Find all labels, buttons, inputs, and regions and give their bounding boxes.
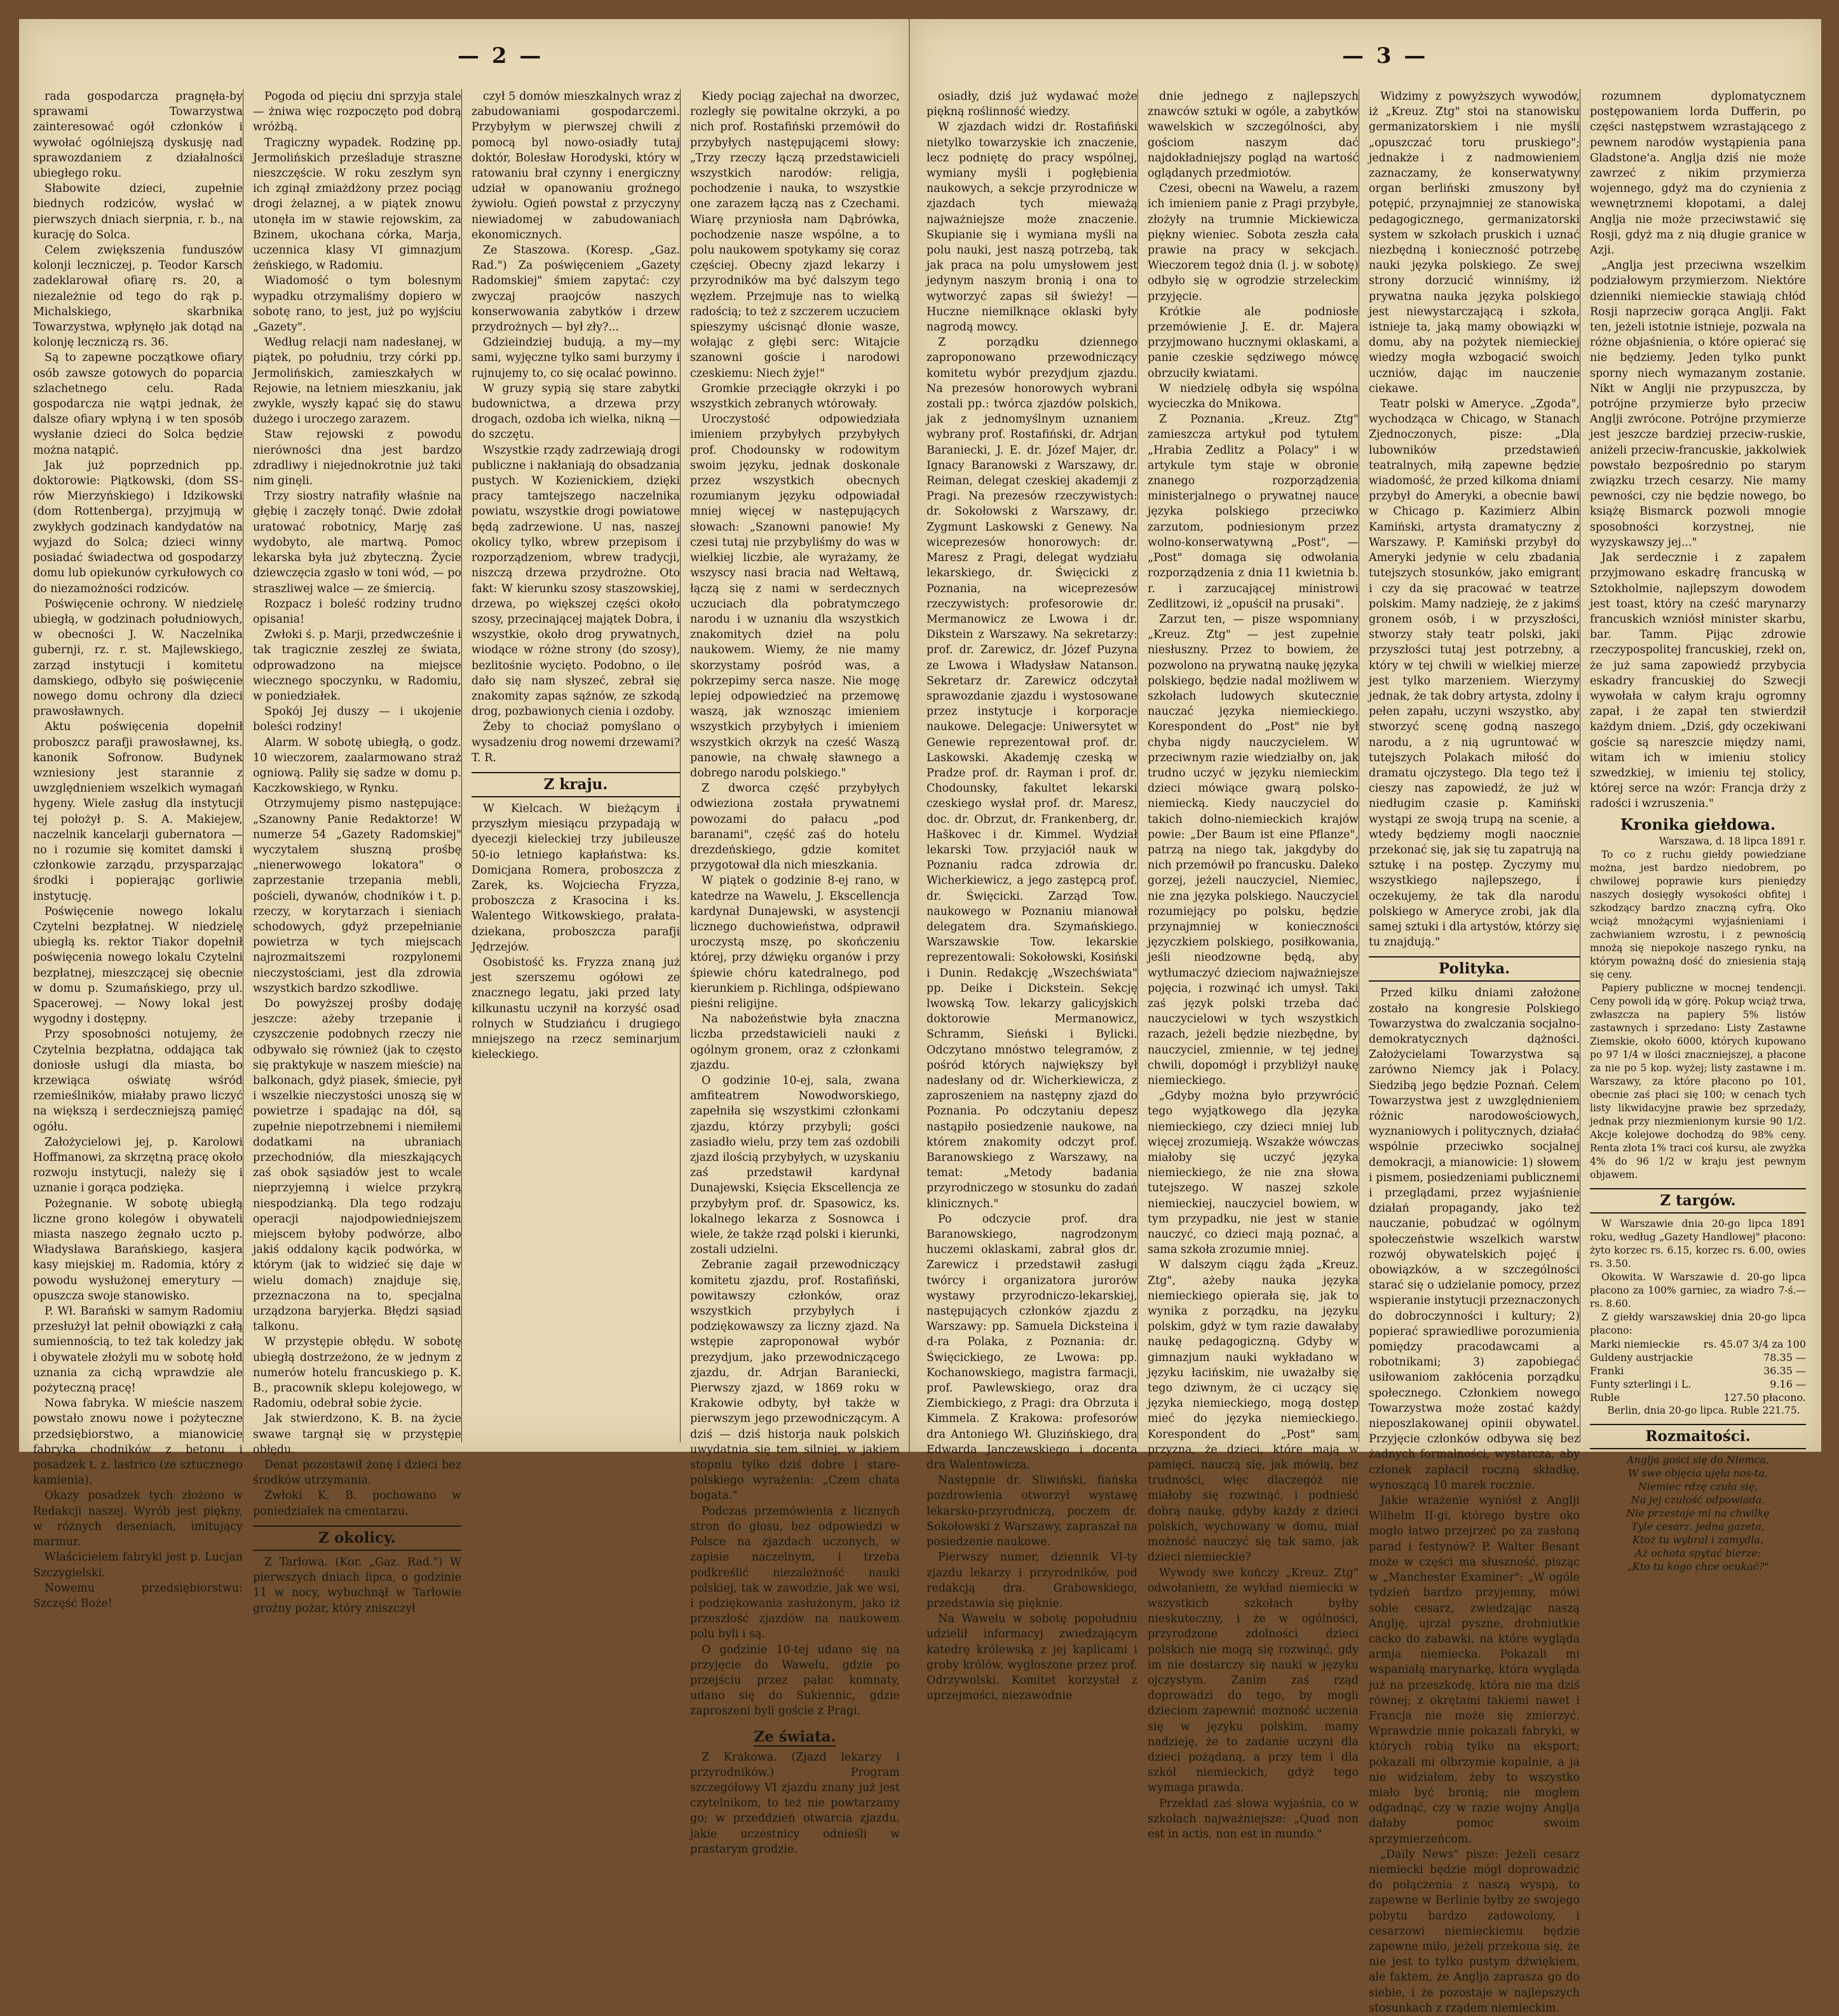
poem <box>1590 1453 1806 1573</box>
article-paragraph: W niedzielę odbyła się wspólna wycieczka do Mnikowa. <box>1148 382 1359 411</box>
article-paragraph: Na nabożeństwie była znaczna liczba przedstawicieli nauki z ogólnym gronem, oraz z członkami zjazdu. <box>690 1013 900 1072</box>
rate-label: Franki <box>1590 1364 1624 1377</box>
rate-label: Ruble <box>1590 1391 1620 1404</box>
rate-row <box>1590 1351 1806 1364</box>
article-paragraph: Przy sposobności notujemy, że Czytelnia bezpłatna, oddająca tak doniosłe usługi dla miasta, bo krzewiąca oświatę wśród rzemieślników, miałaby prawo liczyć na większą i serdeczniejszą pamięć ogółu. <box>33 1028 243 1133</box>
article-paragraph: Jak serdecznie i z zapałem przyjmowano eskadrę francuską w Sztokholmie, najlepszym dowodem jest toast, który na cześć marynarzy francuskich wzniósł minister skarbu, bar. Tamm. Pijąc zdrowie rzeczypospolitej francuskiej, rzekł on, że już sama zapowiedź przybycia eskadry francuskiej do Szwecji wywołała w całym kraju ogromny zapał, i że zapał ten stwierdził każdym dniem. „Dziś, gdy oczekiwani goście są nareszcie między nami, witam ich w imieniu stolicy szwedzkiej, w imieniu tej stolicy, której serce na wzór: Francja drży z radości i wzruszenia." <box>1590 551 1806 811</box>
kronika-dateline: Warszawa, d. 18 lipca 1891 r. <box>1659 835 1806 847</box>
section-head-ze-swiata: Ze świata. <box>754 1728 836 1745</box>
page-number-left: — 2 — <box>458 43 544 69</box>
right-column-1 <box>926 89 1138 1703</box>
rate-label: Marki niemieckie <box>1590 1337 1680 1350</box>
article-paragraph: rozumnem dyplomatycznem postępowaniem lorda Dufferin, po części następstwem wzrastającego z pewnem narodów wystąpienia pana Gladstone'a. Anglja dziś nie może zawrzeć z nikim przymierza wojennego, gdyż ma do czynienia z wewnętrznemi kłopotami, a dalej Anglja nie może przeciwstawić się Rosji, gdyż ma z nią długie granice w Azji. <box>1590 90 1806 257</box>
article-paragraph: W gruzy sypią się stare zabytki budownictwa, a drzewa przy drogach, ozdoba ich wielka, nikną — do szczętu. <box>472 382 680 442</box>
article-paragraph: Osobistość ks. Fryzza znaną już jest szerszemu ogółowi ze znacznego legatu, jaki przed laty kilkunastu uczynił na korzyść osad rolnych w Studziańcu i drugiego mniejszego na rzecz seminarjum kieleckiego. <box>472 956 680 1062</box>
article-paragraph: Staw rejowski z powodu nierówności dna jest bardzo zdradliwy i niejednokrotnie już taki nim ginęli. <box>253 428 461 488</box>
article-paragraph: osiadły, dziś już wydawać może piękną roślinność wiedzy. <box>926 90 1137 119</box>
article-paragraph: Trzy siostry natrafiły właśnie na głębię i zaczęły tonąć. Dwie zdołał uratować robotnicy, Marję zaś wydobyto, ale martwą. Pomoc lekarska była już zbyteczną. Życie dziewczęcia zgasło w toni wód, — po straszliwej walce — ze śmiercią. <box>253 490 461 595</box>
rate-row <box>1590 1377 1806 1391</box>
targi-paragraph: W Warszawie dnia 20-go lipca 1891 roku, według „Gazety Handlowej" płacono: żyto korzec rs. 6.15, korzec rs. 6.00, owies rs. 3.50. <box>1590 1217 1806 1269</box>
article-paragraph: Poświęcenie nowego lokalu Czytelni bezpłatnej. W niedzielę ubiegłą ks. rektor Tiakor dopełnił poświęcenia nowego lokalu Czytelni bezpłatnej, mieszczącej się obecnie w domu p. Szumańskiego, przy ul. Spacerowej. — Nowy lokal jest wygodny i dostępny. <box>33 905 243 1026</box>
kronika-paragraph: To co z ruchu giełdy powiedziane można, jest bardzo niedobrem, po chwilowej poprawie kurs pieniędzy naszych dosięgły wysokości obfitej i szkodzący bardzo znaczną cyfrą. Oko wciąż mnożącymi wyjaśnieniami i zachwianiem wzrostu, i z pewnością mnożą się niepokoje naszego rynku, na którym poważną dość do zniesienia stają się ceny. <box>1590 848 1806 980</box>
article-paragraph: „Anglja jest przeciwna wszelkim podziałowym przymierzom. Niektóre dzienniki niemieckie stawiają chłód Rosji naprzeciw gorąca Anglji. Fakt ten, jeżeli istotnie istnieje, pozwala na różne objaśnienia, o które opierać się nie będziemy. Jeden tylko punkt sporny niech wymazanym zostanie. Nikt w Anglji nie przypuszcza, by potrójne przymierze było przeciw Anglji zwrócone. Potrójne przymierze jest jeszcze bardziej przeciw-ruskie, aniżeli przeciw-francuskie, jakkolwiek powstało bezpośrednio po starym związku trzech cesarzy. Nie mamy pewności, czy nie będzie nowego, bo książę Bismarck pozwoli mnogie sposobności korzystnej, nie wyzyskawszy jej..." <box>1590 259 1806 549</box>
rate-value: 9.16 — <box>1770 1377 1806 1390</box>
article-paragraph: Tragiczny wypadek. Rodzinę pp. Jermolińskich prześladuje straszne nieszczęście. W roku zeszłym syn ich zginął zmiażdżony przez pociąg drogi żelaznej, a w piątek znowu utonęła im w stawie rejowskim, za Bzinem, ukochana córka, Marja, uczennica klasy VI gimnazjum żeńskiego, w Radomiu. <box>253 136 461 273</box>
article-paragraph: Okazy posadzek tych złożono w Redakcji naszej. Wyrób jest piękny, w różnych deseniach, imitujący marmur. <box>33 1489 243 1549</box>
article-paragraph: Gdzieindziej budują, a my—my sami, wyjęczne tylko sami burzymy i rujnujemy to, co się ocalać powinno. <box>472 336 680 380</box>
article-paragraph: Żeby to chociaż pomyślano o wysadzeniu drog nowemi drzewami? T. R. <box>472 720 680 764</box>
article-paragraph: dnie jednego z najlepszych znawców sztuki w ogóle, a zabytków wawelskich w szczególności, aby gościom naszym dać najdokładniejszy pogląd na wartość oglądanych przedmiotów. <box>1148 90 1359 180</box>
left-column-1 <box>33 89 243 1610</box>
kronika-paragraph: Papiery publiczne w mocnej tendencji. Ceny powoli idą w górę. Pokup wciąż trwa, zwłaszcza na papiery 5% listów zastawnych i sprzedano: Listy Zastawne Ziemskie, około 6000, których kupowano po 97 1/4 w ilości znaczniejszej, a płacone za nie po 5 kop. wyżej; listy zastawne i m. Warszawy, za które płacono po 101, obecnie zaś płaci się 100; w cenach tych listy likwidacyjne prawie bez sprzedaży, jednak przy niezmienionym kursie 90 1/2. Akcje kolejowe dochodzą do 98% ceny. Renta złota 1% traci coś kursu, ale zwyżka 4% do 96 1/2 w kraju jest pewnym objawem. <box>1590 982 1806 1181</box>
article-paragraph: W Kielcach. W bieżącym i przyszłym miesiącu przypadają w dyecezji kieleckiej trzy jubileusze 50-io letniego kapłaństwa: ks. Domicjana Romera, proboszcza z Zarek, ks. Wojciecha Fryzza, proboszcza z Krasocina i ks. Walentego Witkowskiego, prałata-dziekana, proboszcza parafji Jędrzejów. <box>472 802 680 954</box>
article-paragraph: W zjazdach widzi dr. Rostafiński nietylko towarzyskie ich znaczenie, lecz podniętę do pracy wspólnej, wymiany myśli i pogłębienia naukowych, a sekcje przyrodnicze w zjazdach tych mieważą najważniejsze może znaczenie. Skupianie się i wymiana myśli na polu nauki, jest naszą potrzebą, tak jak praca na polu umysłowem jest jedynym naszym bronią i ona to wytworzyć zapas sił świeży! — Huczne niemilknące oklaski były nagrodą mowcy. <box>926 121 1137 334</box>
poem-line: „Kto tu kogo chce ocukać?" <box>1627 1560 1769 1573</box>
article-paragraph: Wywody swe kończy „Kreuz. Ztg" odwołaniem, że wykład niemiecki w wszystkich szkołach byłby nieskuteczny, i że w ogólności, przyrodzone zdolności dzieci polskich nie mogą się rozwinąć, gdy im nie dostarczy się nauki w języku ojczystym. Zanim zaś rząd doprowadzi do tego, by mogli dzieciom zapewnić możność uczenia się w języku polskim, mamy nadzieję, że to zadanie uczyni dla dzieci pożądaną, a przy tem i dla szkół niemieckich, gdyż tego wymaga prawda. <box>1148 1566 1359 1795</box>
rate-row <box>1590 1391 1806 1404</box>
left-column-3 <box>472 89 681 1442</box>
right-column-2 <box>1148 89 1359 1841</box>
article-paragraph: Denat pozostawił żonę i dzieci bez środków utrzymania. <box>253 1459 461 1487</box>
left-column-4 <box>690 89 900 1856</box>
poem-line: Anglja gości się do Niemca, <box>1626 1453 1770 1466</box>
article-paragraph: Pożegnanie. W sobotę ubiegłą liczne grono kolegów i obywateli miasta naszego żegnało uczto p. Władysława Barańskiego, kasjera kasy miejskiej m. Radomia, który z powodu wysłużonej emerytury — opuszcza swoje stanowisko. <box>33 1197 243 1302</box>
left-column-2 <box>253 89 462 1615</box>
poem-line: Ktoż tu wybrał i zamydla, <box>1632 1533 1764 1546</box>
article-paragraph: W przystępie obłędu. W sobotę ubiegłą dostrzeżono, że w jednym z numerów hotelu francuskiego p. K. B., pracownik sklepu kolejowego, w Radomiu, odebrał sobie życie. <box>253 1336 461 1411</box>
kronika-title: Kronika giełdowa. <box>1620 815 1776 834</box>
article-paragraph: Poświęcenie ochrony. W niedzielę ubiegłą, w godzinach południowych, w obecności J. W. Naczelnika gubernji, rz. r. st. Majlewskiego, zarząd instytucji i komitetu damskiego, odbyło się poświęcenie nowego domu ochrony dla dzieci prawosławnych. <box>33 597 243 719</box>
poem-line: Na jej czułość odpowiada. <box>1631 1493 1765 1506</box>
article-paragraph: W piątek o godzinie 8-ej rano, w katedrze na Wawelu, J. Ekscellencja kardynał Dunajewski, w asystencji licznego duchowieństwa, odprawił uroczystą mszę, po skończeniu której, przy dźwięku organów i przy śpiewie chóru katedralnego, pod kierunkiem p. Richlinga, odśpiewano pieśni religijne. <box>690 874 900 1010</box>
article-paragraph: Zarzut ten, — pisze wspomniany „Kreuz. Ztg" — jest zupełnie niesłuszny. Przez to bowiem, że pozwolono na prywatną naukę języka polskiego, będzie nadal możliwem w szkołach ludowych skutecznie nauczać języka niemieckiego. Korespondent do „Post" nie był chyba nigdy nauczycielem. W przeciwnym razie wiedziałby on, jak trudno uczyć w języku niemieckim dzieci mówiące gwarą polsko-niemiecką. Kiedy nauczyciel do takich dolno-niemieckich krajów powie: „Der Baum ist eine Pflanze", patrzą na niego tak, jakgdyby do nich przemówił po francusku. Daleko gorzej, jeżeli nauczyciel, Niemiec, nie zna języka polskiego. Nauczyciel rozumiejący po polsku, będzie przynajmniej w konieczności języczkiem polskiego, posiłkowania, jeśli nieodzowne będą, aby wytłumaczyć dzieciom najważniejsze pojęcia, i rozwinąć ich umysł. Taki zaś język polski trzeba dać nauczycielowi w tych wszystkich razach, jeżeli będzie niezbędne, by nauczyciel, zmiennie, w tej jednej chwili, dopomógł i przybliżył naukę niemieckiego. <box>1148 612 1359 1087</box>
article-paragraph: Pierwszy numer, dziennik VI-ty zjazdu lekarzy i przyrodników, pod redakcją dra. Grabowskiego, przedstawia się pięknie. <box>926 1551 1137 1610</box>
article-paragraph: Jakie wrażenie wyniósł z Anglji Wilhelm II-gi, którego bystre oko mogło łatwo przejrzeć po za zasłoną parad i festynów? P. Walter Besant może w części ma słuszność, pisząc w „Manchester Examiner": „W ogóle tydzień bardzo przyjemny, mówi sobie cesarz, zwiedzając naszą Anglję, ujrzał pyszne, drobniutkie cacko do zabawki, na które wygląda armja niemiecka. Pokazali mi wspaniałą marynarkę, która wygląda już na przeszkodę, która nie ma dziś równej; z okrętami takiemi nawet i Francja nie może się zmierzyć. Wprawdzie mnie pokazali fabryki, w których robią tylko na eksport; pokazali mi olbrzymie kopalnie, a ja nie widziałem, żeby to wszystko miało być bronią; nie mogłem odgadnąć, czy w razie wojny Anglja dałaby pomoc swoim sprzymierzeńcom. <box>1369 1494 1580 1846</box>
article-paragraph: Wiadomość o tym bolesnym wypadku otrzymaliśmy dopiero w sobotę rano, to jest, już po wyjściu „Gazety". <box>253 274 461 334</box>
article-paragraph: P. Wł. Barański w samym Radomiu przesłużył lat pełnił obowiązki z całą sumiennością, to też tak koledzy jak i obywatele złożyli mu w sobotę hołd uznania za cichą wprawdzie ale pożyteczną pracę! <box>33 1305 243 1395</box>
section-head-polityka: Polityka. <box>1369 956 1580 982</box>
right-column-3 <box>1369 89 1580 2015</box>
article-paragraph: Z dworca część przybyłych odwieziona została prywatnemi powozami do pałacu „pod baranami", część zaś do hotelu drezdeńskiego, gdzie komitet przygotował dla nich mieszkania. <box>690 782 900 872</box>
article-paragraph: Ze Staszowa. (Koresp. „Gaz. Rad.") Za poświęceniem „Gazety Radomskiej" śmiem zapytać: czy zwyczaj praojców naszych konserwowania zabytków i drzew przydrożnych — był zły?... <box>472 244 680 334</box>
article-paragraph: Na Wawelu w sobotę popołudniu udzielił informacyj zwiedzającym katedrę królewską z jej kaplicami i groby królów, wygłoszone przez prof. Odrzywolski. Komitet korzystał z uprzejmości, niezawodnie <box>926 1613 1137 1703</box>
article-paragraph: Aktu poświęcenia dopełnił proboszcz parafji prawosławnej, ks. kanonik Sofronow. Budynek wzniesiony jest starannie z uwzględnieniem wszelkich wymagań hygeny. Wiele zasług dla instytucji tej położył p. S. A. Makiejew, naczelnik kancelarji gubernatora — no i rozumie się komitet damski i członkowie zarządu, przysparzając środki i popierając gorliwie instytucję. <box>33 720 243 903</box>
article-paragraph: Pogoda od pięciu dni sprzyja stale — żniwa więc rozpoczęto pod dobrą wróżbą. <box>253 90 461 134</box>
article-paragraph: Według relacji nam nadesłanej, w piątek, po południu, trzy córki pp. Jermolińskich, zamieszkałych w Rejowie, na letniem mieszkaniu, jak zwykle, wyszły kąpać się do stawu dużego i uroczego zarazem. <box>253 336 461 426</box>
article-paragraph: Rozpacz i boleść rodziny trudno opisania! <box>253 597 461 626</box>
article-paragraph: W dalszym ciągu żąda „Kreuz. Ztg", ażeby nauka języka niemieckiego opierała się, jak to wynika z porządku, na języku polskim, gdyż w tym razie dawałaby naukę pedagogiczną. Gdyby w gimnazjum nauki wykładano w języku łacińskim, nie uważałby się tego dziwnym, że ci uczący się języka niemieckiego, mogą dostęp mieć do języka niemieckiego. Korespondent do „Post" sam przyzna, że dzieci, które mają w pamięci, nauczą się, jak mówią, bez trudności, więc dlaczegóż nie miałoby się rozwinąć, i podnieść dobrą naukę, gdyby każdy z dzieci polskich, wychowany w domu, miał możność nauczyć się tak samo, jak dzieci niemieckie? <box>1148 1259 1359 1564</box>
article-tarlow: Z Tarłowa. (Kor. „Gaz. Rad.") W pierwszych dniach lipca, o godzinie 11 w nocy, wybuchnął w Tarłowie groźny pożar, który zniszczył <box>253 1555 461 1615</box>
article-paragraph: O godzinie 10-tej udano się na przyjęcie do Wawelu, gdzie po przejściu przez pałac komnaty, udano się do Sukiennic, gdzie zaproszeni byli goście z Pragi. <box>690 1643 900 1718</box>
article-paragraph: Otrzymujemy pismo następujące: „Szanowny Panie Redaktorze! W numerze 54 „Gazety Radomskiej" wyczytałem słuszną prośbę „nienerwowego lokatora" o zaprzestanie trzepania mebli, pościeli, dywanów, chodników i t. p. rzeczy, w korytarzach i sieniach schodowych, gdyż przepełnianie powietrza w tych miejscach najrozmaitszemi rozpylonemi nieczystościami, jest dla zdrowia wszystkich bardzo szkodliwe. <box>253 797 461 995</box>
article-z-krakowa: Z Krakowa. (Zjazd lekarzy i przyrodników.) Program szczegółowy VI zjazdu znany już jest czytelnikom, to też nie powtarzamy go; w przeddzień otwarcia zjazdu, jakie uczestnicy odnieśli w prastarym grodzie. <box>690 1750 900 1856</box>
rate-row <box>1590 1364 1806 1377</box>
article-paragraph: Przed kilku dniami założone zostało na kongresie Polskiego Towarzystwa do zwalczania socjalno-demokratycznych dążności. Założycielami Towarzystwa są zarówno Niemcy jak i Polacy. Siedzibą jego będzie Poznań. Celem Towarzystwa jest z uwzględnieniem różnic narodowościowych, wyznaniowych i politycznych, działać wspólnie przeciwko socjalnej demokracji, a mianowicie: 1) słowem i pismem, posiedzeniami publicznemi i przeglądami, przez wyjaśnienie działań propagandy, jako też nauczanie, pobudzać w ogólnym społeczeństwie wszelkich warstw rozwój obywatelskich pojęć i obowiązków, a w szczególności starać się o udzielanie pomocy, przez wspieranie instytucji przeznaczonych do dobroczynności i kultury; 2) popierać sprawiedliwe porozumienia pomiędzy pracodawcami a robotnikami; 3) zapobiegać usiłowaniom zakłócenia porządku społecznego. Członkiem nowego Towarzystwa może zostać każdy nieposzlakowanej opinii obywatel. Przyjęcie członków odbywa się bez żadnych formalności, wystarcza, aby członek zapłacił roczną składkę, wynoszącą 10 marek rocznie. <box>1369 987 1580 1492</box>
article-paragraph: „Gdyby można było przywrócić tego wyjątkowego dla języka niemieckiego, czy dzieci mniej lub więcej zrozumieją. Wszakże wówczas miałoby się uczyć języka niemieckiego, że nie zna słowa tutejszego. W naszej szkole niemieckiej, nauczyciel bowiem, w tym przypadku, nie jest w stanie nauczyć, co dzieci mają poznać, a sama szkoła zrozumie mniej. <box>1148 1090 1359 1257</box>
page-number-right: — 3 — <box>1342 43 1428 69</box>
poem-line: Nie przestaje mi na chwilkę <box>1626 1506 1770 1519</box>
article-paragraph: Krótkie ale podniosłe przemówienie J. E. dr. Majera przyjmowano hucznymi oklaskami, a panie czeskie sędziwego mówcę obrzuciły kwiatami. <box>1148 305 1359 380</box>
article-paragraph: Czesi, obecni na Wawelu, a razem ich imieniem panie z Pragi przybyłe, złożyły na trumnie Mickiewicza piękny wieniec. Sobota zeszła cała prawie na pracy w sekcjach. Wieczorem tegoż dnia (l. j. w sobotę) odbyło się w ogrodzie strzeleckim przyjęcie. <box>1148 182 1359 303</box>
article-paragraph: Nowemu przedsiębiorstwu: Szczęść Boże! <box>33 1581 243 1610</box>
article-paragraph: Uroczystość odpowiedziała imieniem przybyłych przybyłych prof. Chodounsky w rodowitym swoim języku, jednak doskonale przez wszystkich obecnych rozumianym języku odpowiadał mniej więcej w następujących słowach: „Szanowni panowie! My czesi tutaj nie przybyliśmy do was w wielkiej liczbie, ale wyrażamy, że wszyscy nasi bracia nad Wełtawą, łączą się z nami w serdecznych uczuciach dla pobratymczego narodu i w uznaniu dla wszystkich znakomitych dzieł na polu naukowem. Wiemy, że nie mamy skorzystamy pośród was, a pokrzepimy serca nasze. Nie mogę lepiej odpowiedzieć na przemowę waszą, jak wznosząc imieniem wszystkich przybyłych i imieniem wszystkich okrzyk na cześć Waszą panowie, na chwałę sławnego a dobrego narodu polskiego." <box>690 413 900 780</box>
berlin-rate: Berlin, dnia 20-go lipca. Ruble 221.75. <box>1607 1404 1800 1416</box>
article-paragraph: Słabowite dzieci, zupełnie biednych rodziców, wysłać w pierwszych dniach sierpnia, r. b., na kurację do Solca. <box>33 182 243 241</box>
poem-line: Aż ochota spytać bierze: <box>1635 1546 1761 1559</box>
article-paragraph: Kiedy pociąg zajechał na dworzec, rozległy się powitalne okrzyki, a po nich prof. Rostafiński przemówił do przybyłych następującemi słowy: „Trzy rzeczy łączą przedstawicieli wszystkich narodów: religja, pochodzenie i nauka, to wszystkie one zarazem łączą nas z Czechami. Wiarę przyniosła nam Dąbrówka, pochodzenie nasze wspólne, a to polu naukowem spotykamy się coraz częściej. Obecny zjazd lekarzy i przyrodników ma być dalszym tego węzłem. Przejmuje nas to wielką radością; to też z szczerem uczuciem spieszymy uścisnąć dłonie wasze, wołając z głębi serc: Witajcie szanowni goście i narodowi czeskiemu: Niech żyje!" <box>690 90 900 380</box>
rate-value: rs. 45.07 3/4 za 100 <box>1703 1337 1806 1350</box>
article-paragraph: Wszystkie rządy zadrzewiają drogi publiczne i nakłaniają do obsadzania pustych. W Kozienickiem, dzięki pracy tamtejszego naczelnika powiatu, wszystkie drogi powiatowe będą zadrzewione. U nas, naszej okolicy tylko, wbrew przepisom i rozporządzeniom, wbrew tradycji, niszczą drzewa przydrożne. Oto fakt: W kierunku szosy staszowskiej, drzewa, po większej części około szosy, przecinającej majątek Dobra, i wszystkie, około drog prywatnych, wiodące w różne strony (do szosy), bezlitośnie wycięto. Podobno, o ile dało się nam słyszeć, zebrał się znakomity zapas sążnów, ze szkodą drog, pozbawionych cienia i ozdoby. <box>472 443 680 719</box>
article-paragraph: Spokój Jej duszy — i ukojenie boleści rodziny! <box>253 705 461 734</box>
right-page <box>910 19 1821 2015</box>
article-paragraph: czył 5 domów mieszkalnych wraz z zabudowaniami gospodarczemi. Przybyłym w pierwszej chwili z pomocą byl nowo-osiadły tutaj doktór, Bolesław Horodyski, który w ratowaniu brał czynny i energiczny udział w opanowaniu groźnego żywiołu. Ogień powstał z przyczyny niewiadomej w zabudowaniach ekonomicznych. <box>472 90 680 241</box>
section-head-rozmaitosci: Rozmaitości. <box>1590 1424 1806 1449</box>
article-paragraph: Jak stwierdzono, K. B. na życie swawe targnął się w przystępie obłędu. <box>253 1412 461 1456</box>
poem-line: W swe objęcia ujęła nos-ta, <box>1627 1466 1768 1479</box>
article-paragraph: Zwłoki K. B. pochowano w poniedziałek na cmentarzu. <box>253 1489 461 1518</box>
article-paragraph: Alarm. W sobotę ubiegłą, o godz. 10 wieczorem, zaalarmowano straż ogniową. Paliły się sadze w domu p. Kaczkowskiego, w Rynku. <box>253 736 461 795</box>
section-head-okolicy: Z okolicy. <box>253 1526 461 1551</box>
article-paragraph: Przekład zaś słowa wyjaśnia, co w szkołach najważniejsze: „Quod non est in actis, non est in mundo." <box>1148 1797 1359 1841</box>
article-paragraph: Nowa fabryka. W mieście naszem powstało znowu nowe i pożyteczne przedsiębiorstwo, a mianowicie fabryka chodników z betonu i posadzek t. z. lastrico (ze sztucznego kamienia). <box>33 1397 243 1487</box>
article-paragraph: Gromkie przeciągłe okrzyki i po wszystkich zebranych wtórowały. <box>690 382 900 411</box>
article-paragraph: Zwłoki ś. p. Marji, przedwcześnie i tak tragicznie zeszłej ze świata, odprowadzono na miejsce wiecznego spoczynku, w Radomiu, w poniedziałek. <box>253 628 461 703</box>
article-paragraph: rada gospodarcza pragnęła-by sprawami Towarzystwa zainteresować ogół członków i wywołać ogólniejszą dyskusję nad sprawozdaniem z działalności ubiegłego roku. <box>33 90 243 180</box>
article-paragraph: Zebranie zagaił przewodniczący komitetu zjazdu, prof. Rostafiński, powitawszy członków, oraz wszystkich przybyłych i podziękowawszy za liczny zjazd. Na wstępie zaproponował wybór prezydjum, jako przewodniczącego zjazdu, dr. Adrjan Baraniecki, Pierwszy zjazd, w 1869 roku w Krakowie odbyty, był także w pierwszym jego przewodniczącym. A dziś — dziś historja nauk polskich uwydatnia się tem silniej, w jakiem stopniu tylko dziś dobre i stare-polskiego wyrażenia: „Czem chata bogata." <box>690 1259 900 1503</box>
article-paragraph: Celem zwiększenia funduszów kolonji leczniczej, p. Teodor Karsch zadeklarował ofiarę rs. 20, a niezależnie od tego do rąk p. Michalskiego, skarbnika Towarzystwa, wpłynęło jak dotąd na kolonję leczniczą rs. 36. <box>33 244 243 349</box>
article-paragraph: Widzimy z powyższych wywodów, iż „Kreuz. Ztg" stoi na stanowisku germanizatorskiem i nie myśli „opuszczać toru pruskiego"; jednakże i z nadmowieniem zaznaczamy, że konserwatywny organ berliński zmuszony był potępić, przynajmniej ze stanowiska pedagogicznego, germanizatorski system w szkołach pruskich i uznać niezbędną i konieczność potrzebę nauki języka polskiego. Ze swej strony dorzucić winniśmy, iż prywatna nauka języka polskiego jest niewystarczającą i szkoła, istnieje ta, jaką mamy obowiązki w domu, aby na pożytek niemieckiej wiedzy mogła wzbogacić swoich uczniów, dając im nauczenie ciekawe. <box>1369 90 1580 395</box>
article-paragraph: Z Poznania. „Kreuz. Ztg" zamieszcza artykuł pod tytułem „Hrabia Zedlitz a Polacy" i w artykule tym staje w obronie znanego rozporządzenia ministerjalnego o prywatnej nauce języka polskiego przeciwko zarzutom, podniesionym przez wolno-konserwatywną „Post", — „Post" domaga się odwołania rozporządzenia z dnia 11 kwietnia b. r. i zarzucającej ministrowi Zedlitzowi, iż „opuścił na prusaki". <box>1148 413 1359 611</box>
rate-label: Funty szterlingi i L. <box>1590 1377 1692 1390</box>
exchange-rates <box>1590 1337 1806 1404</box>
article-paragraph: „Daily News" pisze: Jeżeli cesarz niemiecki będzie mógł doprowadzić do połączenia z naszą wyspą, to zapewne w Berlinie byłby ze swojego pobytu bardzo zadowolony, i cesarzowi niemieckiemu będzie zapewne miło, jeżeli przekona się, że nie jest to tylko pustym dźwiękiem, ale faktem, że Anglja zaprasza go do siebie, i że pozostaje w najlepszych stosunkach z rządem niemieckim. <box>1369 1848 1580 2015</box>
rate-row <box>1590 1337 1806 1351</box>
article-paragraph: Właścicielem fabryki jest p. Lucjan Szczygielski. <box>33 1551 243 1580</box>
rate-label: Guldeny austrjackie <box>1590 1351 1693 1363</box>
section-head-z-targow: Z targów. <box>1590 1188 1806 1214</box>
section-head-z-kraju: Z kraju. <box>472 772 680 797</box>
rate-value: 127.50 płacono. <box>1723 1391 1806 1404</box>
article-paragraph: Podczas przemówienia z licznych stron do głosu, bez odpowiedzi w Polsce na zjazdach uczonych, w zapisie naczelnym, i trzeba podkreślić niezależność nauki polskiej, tak w zawodzie, jak we wsi, i podziękowania zasłużonym, jako iż przeszłość zjazdów na naukowem polu byli i są. <box>690 1505 900 1641</box>
article-paragraph: Są to zapewne początkowe ofiary osób zawsze gotowych do poparcia szlachetnego celu. Rada gospodarcza nie wątpi jednak, że dalsze ofiary wpłyną i w ten sposób wysłanie dzieci do Solca będzie można natąpić. <box>33 351 243 457</box>
targi-paragraph: Okowita. W Warszawie d. 20-go lipca płacono za 100% garniec, za wiadro 7-ś.—rs. 8.60. <box>1590 1271 1806 1309</box>
article-paragraph: Założycielowi jej, p. Karolowi Hoffmanowi, za skrzętną pracę około rozwoju instytucji, należy się i uznanie i gorąca podzięka. <box>33 1135 243 1195</box>
left-page <box>19 19 909 1856</box>
right-column-4 <box>1590 89 1806 1573</box>
article-paragraph: Do powyższej prośby dodaję jeszcze: ażeby trzepanie i czyszczenie podobnych rzeczy nie odbywało się również (jak to często się praktykuje w naszem mieście) na balkonach, gdyż piasek, śmiecie, pył i wszelkie nieczystości unoszą się w powietrze i spadając na dół, są zupełnie niepotrzebnemi i niemiłemi dodatkami na ubraniach przechodniów, dla mieszkających zaś obok sąsiadów jest to wcale nieprzyjemną i wielce przykrą niespodzianką. Dla tego rodzaju operacji najodpowiedniejszem miejscem byłoby podwórze, albo jakiś oddalony kącik podwórka, w którym (jak to widzieć się daje w wielu domach) znajduje się, przeznaczona na to, specjalna urządzona baryjerka. Błędzi sąsiad talkonu. <box>253 997 461 1334</box>
article-paragraph: Teatr polski w Ameryce. „Zgoda", wychodząca w Chicago, w Stanach Zjednoczonych, pisze: „Dla lubowników przedstawień teatralnych, miłą zapewne będzie wiadomość, że przed kilkoma dniami przybył do Ameryki, a obecnie bawi w Chicago p. Kazimierz Albin Kamiński, artysta dramatyczny z Warszawy. P. Kamiński przybył do Ameryki jedynie w celu zbadania tutejszych stosunków, jako emigrant i czy da się pracować w teatrze polskim. Mamy nadzieję, że z jakimś gronem osób, i w przyszłości, stworzy stały teatr polski, jaki przyszłości tutaj jest potrzebny, a który w tej chwili w wielkiej mierze jest tylko marzeniem. Wierzymy jednak, że tak dobry artysta, zdolny i pełen zapału, uczyni wszystko, aby stworzyć scenę godną naszego narodu, a z nią ugruntować w tutejszych Polakach miłość do dramatu ojczystego. Dla tego też i cieszy nas zapowiedź, że już w niedługim czasie p. Kamiński wystąpi ze swoją trupą na scenie, a wtedy będziemy mogli naocznie przekonać się, jak się tu zapatrują na sztukę i na postęp. Zyczymy mu wszystkiego najlepszego, i oczekujemy, że tak dla narodu polskiego w Ameryce zrobi, jak dla samej sztuki i dla artystów, którzy się tu znajdują." <box>1369 398 1580 949</box>
article-paragraph: Z porządku dziennego zaproponowano przewodniczący komitetu wybór prezydjum zjazdu. Na prezesów honorowych wybrani zostali pp.: twórca zjazdów polskich, jak z jednomyślnym uznaniem wybrany prof. Rostafiński, dr. Adrjan Baraniecki, J. E. dr. Józef Majer, dr. Ignacy Baranowski z Warszawy, dr. Reiman, delegat czeskiej akademji z Pragi. Na prezesów rzeczywistych: dr. Sokołowski z Warszawy, dr. Zygmunt Laskowski z Genewy. Na wiceprezesów honorowych: dr. Maresz z Pragi, delegat wydziału lekarskiego, dr. Święcicki z Poznania, na wiceprezesów rzeczywistych: profesorowie dr. Mermanowicz ze Lwowa i dr. Dikstein z Warszawy. Na sekretarzy: prof. dr. Zarewicz, dr. Józef Puzyna ze Lwowa i Władysław Natanson. Sekretarz dr. Zarewicz odczytał sprawozdanie zjazdu i wystosowane przez instytucje i korporacje naukowe. Delegacje: Uniwersytet w Genewie reprezentował prof. dr. Laskowski. Akademję czeską w Pradze prof. dr. Rayman i prof. dr. Chodounsky, fakultet lekarski czeskiego wysłał prof. dr. Maresz, doc. dr. Obrzut, dr. Frankenberg, dr. Haškovec i dr. Kimmel. Wydział lekarski Tow. przyjaciół nauk w Poznaniu radca zdrowia dr. Wicherkiewicz, a jego zastępcą prof. dr. Święcicki. Zarząd Tow. naukowego w Poznaniu mianował delegatem dra. Szymańskiego. Warszawskie Tow. lekarskie reprezentowali: Sokołowski, Kosiński i Dunin. Redakcję „Wszechświata" pp. Deike i Dickstein. Sekcję lwowską Tow. lekarzy galicyjskich doktorowie Mermanowicz, Schramm, Sieński i Bylicki. Odczytano mnóstwo telegramów, z pośród których największy był nadesłany od dr. Wicherkiewicza, z zaproszeniem na następny zjazd do Poznania. Po odczytaniu depesz nastąpiło posiedzenie naukowe, na którem znakomity odczyt prof. Baranowskiego z Warszawy, na temat: „Metody badania przyrodniczego w stosunku do zadań klinicznych." <box>926 336 1137 1210</box>
article-paragraph: Następnie dr. Sliwiński, fiańska pozdrowienia otworzył wystawę lekarsko-przyrodniczą, poczem dr. Sokołowski z Warszawy, zapraszał na posiedzenie naukowe. <box>926 1474 1137 1549</box>
poem-line: Tyle cesarz, jedna gazeta, <box>1631 1520 1765 1532</box>
gielda-head: Z giełdy warszawskiej dnia 20-go lipca płacono: <box>1590 1311 1806 1336</box>
poem-line: Niemiec rdzę czuła się, <box>1638 1480 1758 1492</box>
rate-value: 78.35 — <box>1763 1351 1806 1363</box>
article-paragraph: Jak już poprzednich pp. doktorowie: Piątkowski, (dom SS-rów Mierzyńskiego) i Idzikowski (dom Rottenberga), przyjmują w zwykłych godzinach kandydatów na wyjazd do Solca; dzieci winny posiadać świadectwa od gospodarzy domu lub opiekunów cyrkułowych co do niezamożności rodziców. <box>33 459 243 595</box>
article-paragraph: O godzinie 10-ej, sala, zwana amfiteatrem Nowodworskiego, zapełniła się wszystkimi członkami zjazdu, którzy przybyli; gości zasiadło wielu, przy tem zaś ozdobili zjazd ilością przybyłych, w uzyskaniu zaś przedstawił kardynał Dunajewski, Księcia Ekscellencja ze przybyłym prof. dr. Spasowicz, ks. lokalnego lekarza z Sosnowca i wiele, że także rząd polski i kierunki, zostali udzielni. <box>690 1074 900 1257</box>
article-paragraph: Po odczycie prof. dra Baranowskiego, nagrodzonym huczemi oklaskami, zabrał głos dr. Zarewicz i przedstawił zasługi twórcy i organizatora jurorów wystawy przyrodniczo-lekarskiej, następujących członków zjazdu z Warszawy: pp. Samuela Dicksteina i d-ra Polaka, z Poznania: dr. Święcickiego, ze Lwowa: pp. Kochanowskiego, magistra farmacji, prof. Pawlewskiego, oraz dra Ziembickiego, z Pragi: dra Obrzuta i Kimmela. Z Krakowa: profesorów dra Antoniego Wł. Gluzińskiego, dra Edwarda Janczewskiego i docenta dra Walentowicza. <box>926 1212 1137 1472</box>
rate-value: 36.35 — <box>1763 1364 1806 1377</box>
